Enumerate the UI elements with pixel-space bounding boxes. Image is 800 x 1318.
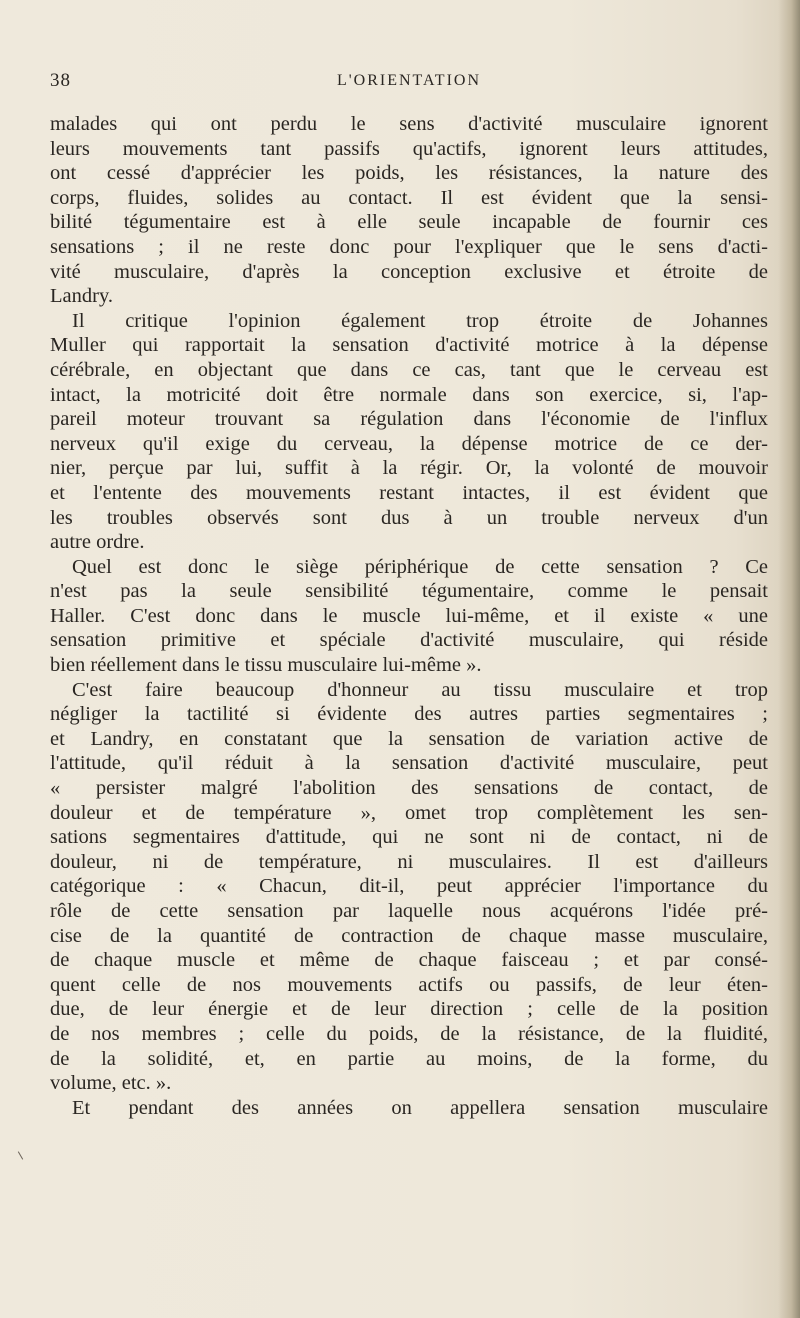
text-line: malades qui ont perdu le sens d'activité musculaire ignorent (50, 113, 768, 135)
body-text (50, 112, 768, 1120)
text-line: n'est pas la seule sensibilité tégumentaire, comme le pensait (50, 580, 768, 603)
text-line: cérébrale, en objectant que dans ce cas, tant que le cerveau est (50, 358, 768, 381)
text-line: corps, fluides, solides au contact. Il est évident que la sensi- (50, 186, 768, 209)
text-line: vité musculaire, d'après la conception exclusive et étroite de (50, 260, 768, 283)
text-line: Il critique l'opinion également trop étroite de Johannes (72, 309, 768, 332)
text-line: sensation primitive et spéciale d'activité musculaire, qui réside (50, 629, 768, 652)
text-line: bilité tégumentaire est à elle seule incapable de fournir ces (50, 211, 768, 234)
text-line: leurs mouvements tant passifs qu'actifs, ignorent leurs attitudes, (50, 137, 768, 160)
text-line: de nos membres ; celle du poids, de la résistance, de la fluidité, (50, 1022, 768, 1045)
text-line: Haller. C'est donc dans le muscle lui-même, et il existe « une (50, 604, 768, 627)
text-line: Quel est donc le siège périphérique de cette sensation ? Ce (72, 555, 768, 578)
text-line: les troubles observés sont dus à un trouble nerveux d'un (50, 506, 768, 529)
text-line: « persister malgré l'abolition des sensations de contact, de (50, 777, 768, 800)
text-line: catégorique : « Chacun, dit-il, peut apprécier l'importance du (50, 875, 768, 898)
text-line: ont cessé d'apprécier les poids, les résistances, la nature des (50, 162, 768, 185)
text-line: et l'entente des mouvements restant intactes, il est évident que (50, 481, 768, 504)
running-title: L'ORIENTATION (336, 72, 482, 89)
text-line: Et pendant des années on appellera sensation musculaire (72, 1096, 768, 1119)
text-line: intact, la motricité doit être normale dans son exercice, si, l'ap- (50, 383, 768, 406)
text-line: douleur, ni de température, ni musculaires. Il est d'ailleurs (50, 850, 768, 873)
text-line: cise de la quantité de contraction de chaque masse musculaire, (50, 924, 768, 947)
text-line: due, de leur énergie et de leur direction ; celle de la position (50, 998, 768, 1021)
page-number: 38 (50, 70, 71, 91)
text-line: sations segmentaires d'attitude, qui ne sont ni de contact, ni de (50, 826, 768, 849)
page-header (50, 70, 768, 98)
page-edge-shadow (778, 0, 800, 1318)
text-line: pareil moteur trouvant sa régulation dans l'économie de l'influx (50, 408, 768, 431)
text-line: bien réellement dans le tissu musculaire lui-même ». (50, 654, 482, 677)
text-line: négliger la tactilité si évidente des autres parties segmentaires ; (50, 703, 768, 726)
text-line: douleur et de température », omet trop complètement les sen- (50, 801, 768, 824)
text-line: l'attitude, qu'il réduit à la sensation d'activité musculaire, peut (50, 752, 768, 775)
text-line: quent celle de nos mouvements actifs ou passifs, de leur éten- (50, 973, 768, 996)
text-line: de chaque muscle et même de chaque faisceau ; et par consé- (50, 949, 768, 972)
text-line: autre ordre. (50, 531, 145, 554)
margin-mark (18, 1151, 23, 1159)
text-line: Muller qui rapportait la sensation d'activité motrice à la dépense (50, 334, 768, 357)
text-line: nerveux qu'il exige du cerveau, la dépense motrice de ce der- (50, 432, 768, 455)
text-line: nier, perçue par lui, suffit à la régir. Or, la volonté de mouvoir (50, 457, 768, 480)
text-line: rôle de cette sensation par laquelle nous acquérons l'idée pré- (50, 900, 768, 922)
text-line: C'est faire beaucoup d'honneur au tissu musculaire et trop (72, 678, 768, 701)
text-line: sensations ; il ne reste donc pour l'expliquer que le sens d'acti- (50, 235, 768, 258)
text-line: de la solidité, et, en partie au moins, de la forme, du (50, 1047, 768, 1070)
text-line: Landry. (50, 285, 113, 308)
text-line: et Landry, en constatant que la sensation de variation active de (50, 727, 768, 750)
text-line: volume, etc. ». (50, 1072, 172, 1095)
